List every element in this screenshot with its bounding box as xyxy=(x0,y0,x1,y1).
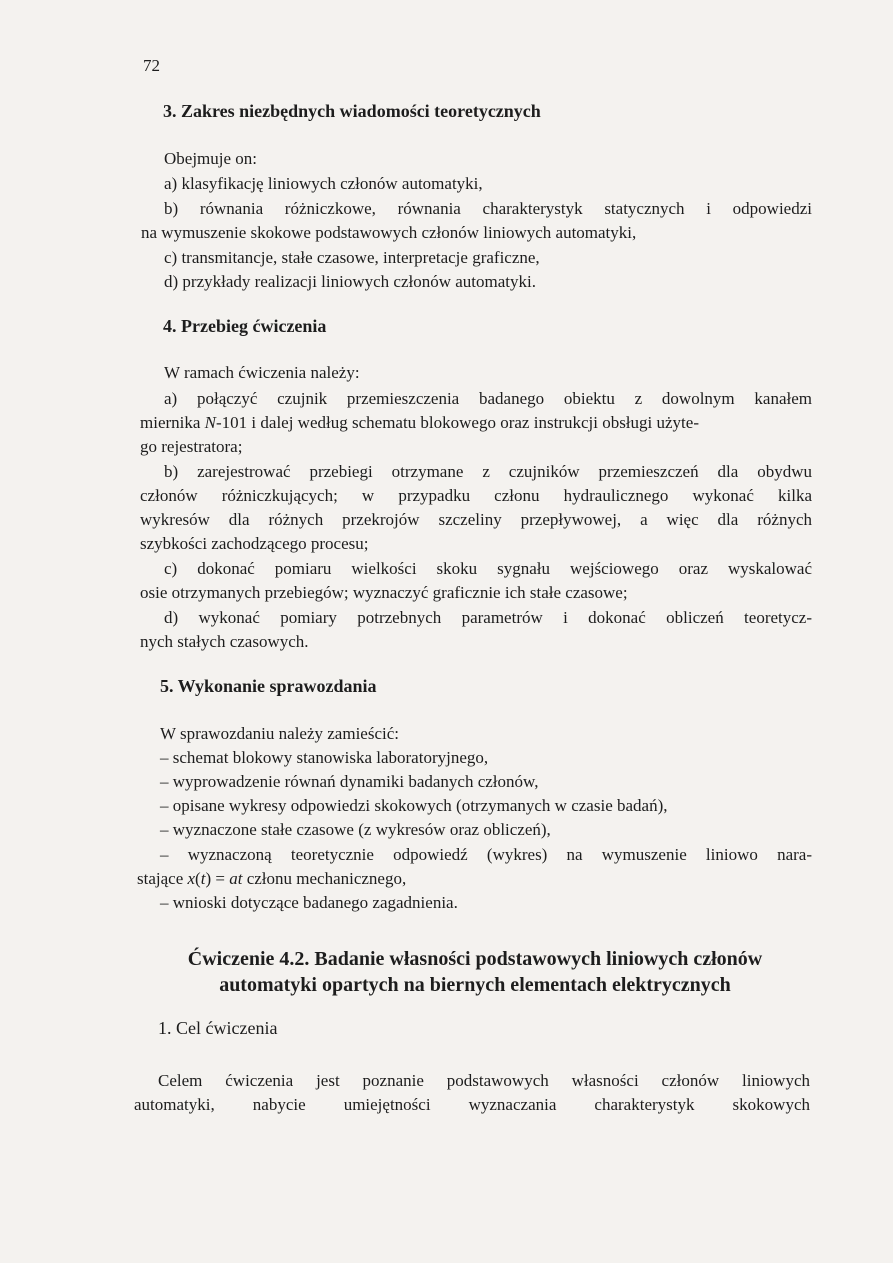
section-5-item: – wyprowadzenie równań dynamiki badanych członów, xyxy=(160,772,539,791)
section-4-line: c) dokonać pomiaru wielkości skoku sygnału wejściowego oraz wyskalować xyxy=(164,559,812,578)
section-4-intro: W ramach ćwiczenia należy: xyxy=(164,363,360,382)
section-5-heading: 5. Wykonanie sprawozdania xyxy=(160,676,377,696)
section-1-heading: 1. Cel ćwiczenia xyxy=(158,1018,278,1038)
section-3-item-c: c) transmitancje, stałe czasowe, interpretacje graficzne, xyxy=(164,248,540,267)
section-4-line: go rejestratora; xyxy=(140,437,243,456)
section-4-line: a) połączyć czujnik przemieszczenia badanego obiektu z dowolnym kanałem xyxy=(164,389,812,408)
section-5-item: – wnioski dotyczące badanego zagadnienia. xyxy=(160,893,458,912)
section-3-intro: Obejmuje on: xyxy=(164,149,258,168)
section-4-line: b) zarejestrować przebiegi otrzymane z czujników przemieszczeń dla obydwu xyxy=(164,462,812,481)
section-3-item-b-cont: na wymuszenie skokowe podstawowych członów liniowych automatyki, xyxy=(141,223,637,242)
chapter-title xyxy=(140,946,810,998)
section-3-item-b: b) równania różniczkowe, równania charakterystyk statycznych i odpowiedzi xyxy=(164,199,812,218)
section-4-line: d) wykonać pomiary potrzebnych parametrów i dokonać obliczeń teoretycz- xyxy=(164,608,812,627)
chapter-title-line-1: Ćwiczenie 4.2. Badanie własności podstawowych liniowych członów xyxy=(187,948,763,970)
section-4-line-meter: miernika N-101 i dalej według schematu blokowego oraz instrukcji obsługi użyte- xyxy=(140,413,699,432)
section-4-line: członów różniczkujących; w przypadku członu hydraulicznego wykonać kilka xyxy=(140,486,812,505)
section-4-line: osie otrzymanych przebiegów; wyznaczyć graficznie ich stałe czasowe; xyxy=(140,583,628,602)
page-number: 72 xyxy=(143,56,160,75)
section-4-line: wykresów dla różnych przekrojów szczeliny przepływowej, a więc dla różnych xyxy=(140,510,812,529)
section-3-item-d: d) przykłady realizacji liniowych członów automatyki. xyxy=(164,272,536,291)
section-1-line: Celem ćwiczenia jest poznanie podstawowych własności członów liniowych xyxy=(158,1071,810,1090)
section-5-item: – schemat blokowy stanowiska laboratoryjnego, xyxy=(160,748,489,767)
section-3-item-a: a) klasyfikację liniowych członów automatyki, xyxy=(164,174,483,193)
section-5-item-cont: stające x(t) = at członu mechanicznego, xyxy=(137,869,407,888)
section-4-heading: 4. Przebieg ćwiczenia xyxy=(163,316,327,336)
section-5-item: – wyznaczone stałe czasowe (z wykresów oraz obliczeń), xyxy=(160,820,551,839)
section-5-intro: W sprawozdaniu należy zamieścić: xyxy=(160,724,399,743)
section-5-item: – opisane wykresy odpowiedzi skokowych (otrzymanych w czasie badań), xyxy=(160,796,668,815)
section-4-line: szybkości zachodzącego procesu; xyxy=(140,534,369,553)
chapter-title-line-2: automatyki opartych na biernych elementach elektrycznych xyxy=(219,974,731,996)
section-5-item: – wyznaczoną teoretycznie odpowiedź (wykres) na wymuszenie liniowo nara- xyxy=(160,845,812,864)
section-3-heading: 3. Zakres niezbędnych wiadomości teoretycznych xyxy=(163,101,541,121)
section-4-line: nych stałych czasowych. xyxy=(140,632,309,651)
section-1-line: automatyki, nabycie umiejętności wyznaczania charakterystyk skokowych xyxy=(134,1095,810,1114)
